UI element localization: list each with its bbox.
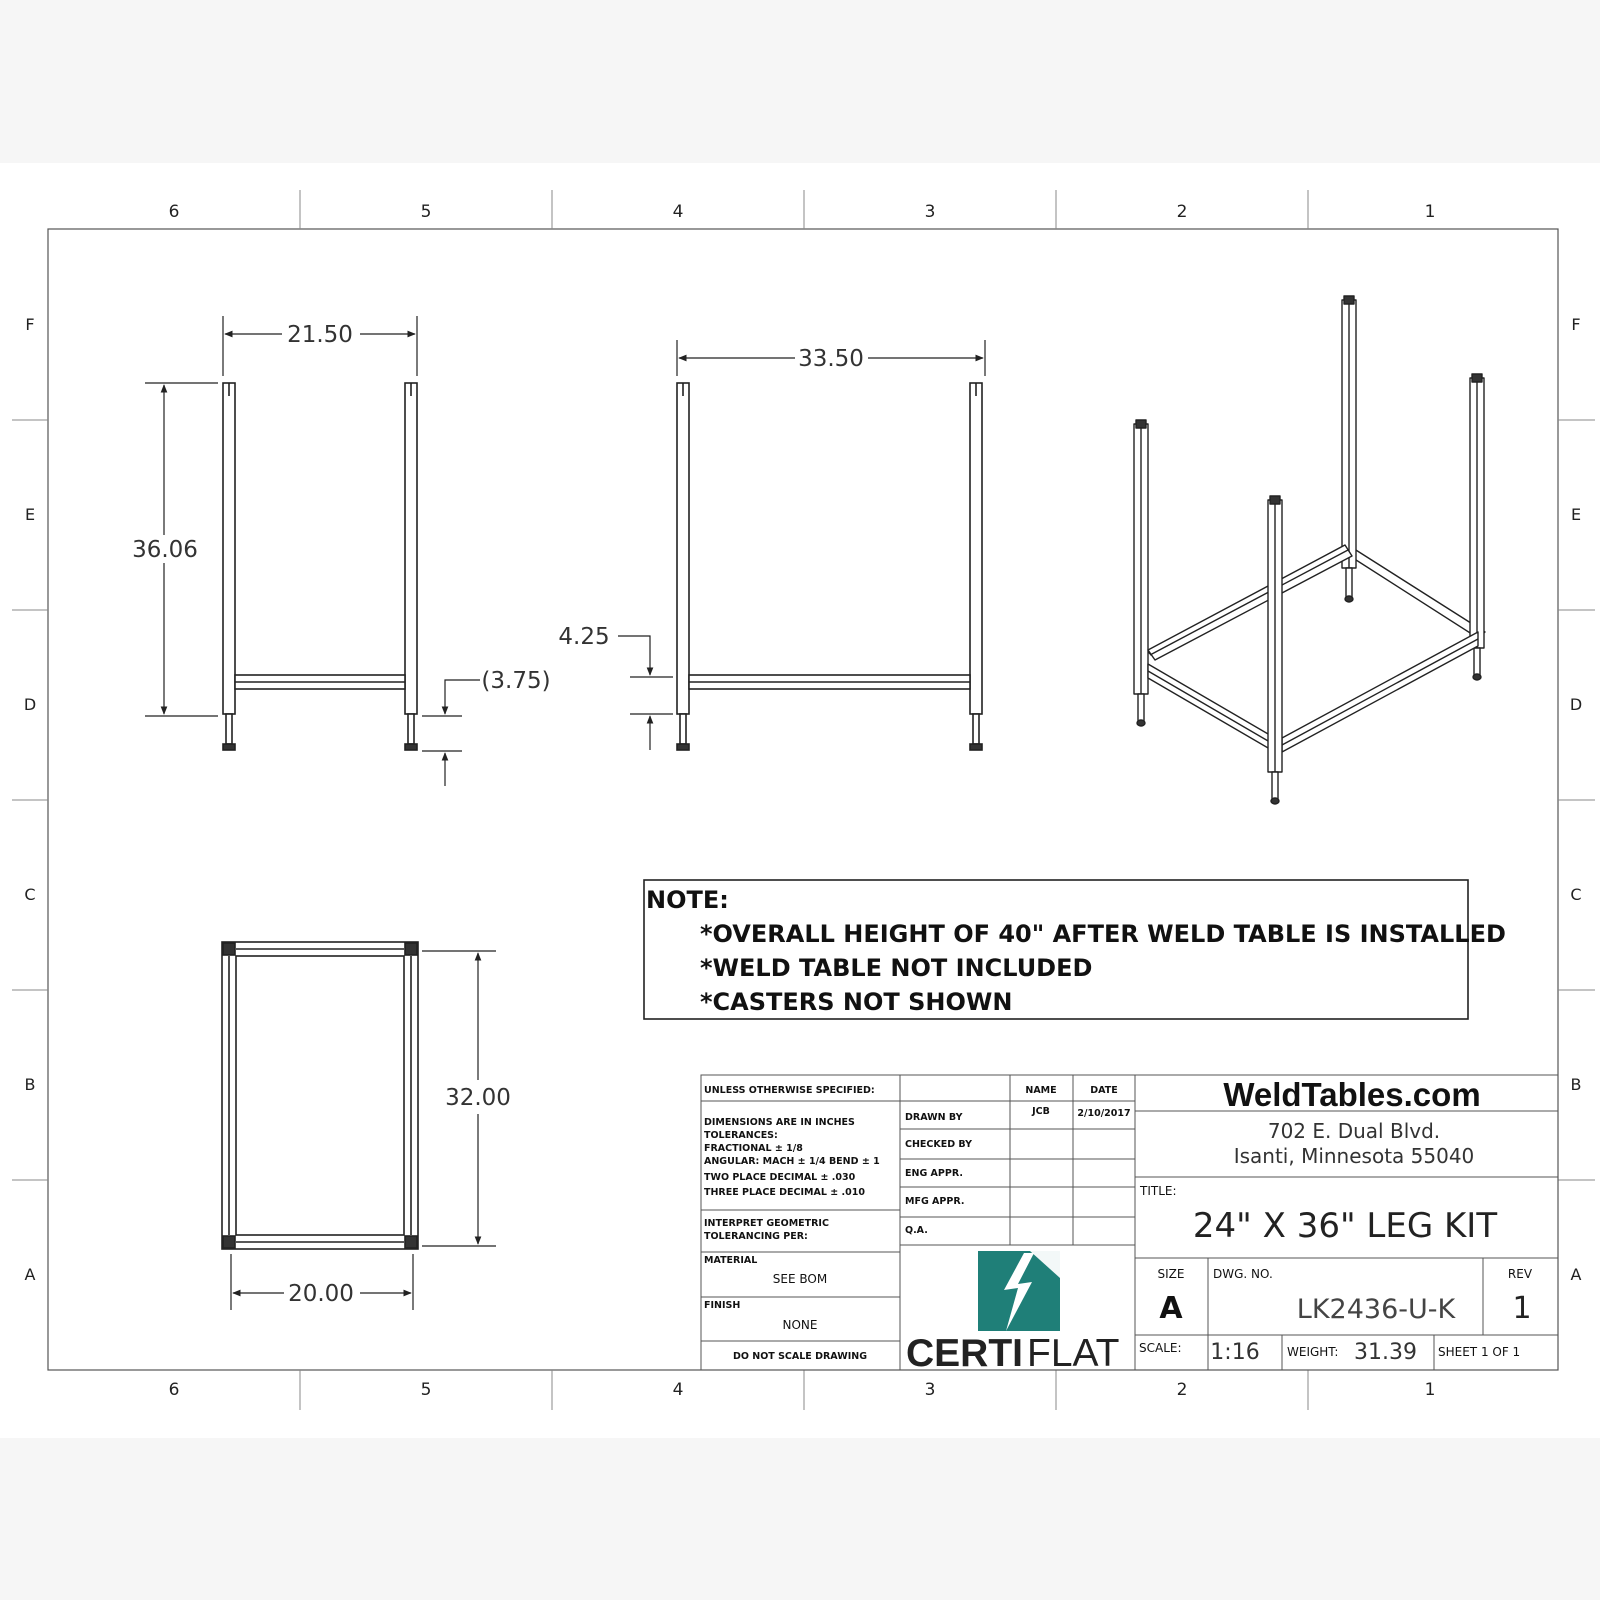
row-label-left-5: B	[24, 1075, 36, 1094]
dwg-number: LK2436-U-K	[1296, 1294, 1456, 1325]
scale-value: 1:16	[1210, 1340, 1260, 1365]
company-address-2: Isanti, Minnesota 55040	[1233, 1144, 1475, 1168]
note-line-1: *OVERALL HEIGHT OF 40" AFTER WELD TABLE IS INSTALLED	[700, 920, 1506, 948]
tb-date-header: DATE	[1090, 1085, 1118, 1096]
col-label-bottom-6: 1	[1424, 1380, 1436, 1400]
row-label-right-3: D	[1569, 695, 1583, 714]
front-leg-left	[677, 383, 689, 714]
dim-foot: (3.75)	[481, 668, 551, 694]
tb-finish-value: NONE	[782, 1318, 818, 1332]
note-heading: NOTE:	[646, 886, 729, 914]
dim-side-width: 21.50	[287, 322, 353, 348]
col-label-bottom-2: 5	[420, 1380, 432, 1400]
dim-top-width: 20.00	[288, 1281, 354, 1307]
top-view	[222, 942, 418, 1249]
tb-material-label: MATERIAL	[704, 1255, 758, 1266]
row-label-right-1: F	[1571, 315, 1581, 334]
row-label-left-3: D	[23, 695, 37, 714]
row-label-left-1: F	[25, 315, 35, 334]
front-view	[677, 383, 982, 750]
tb-checked-by: CHECKED BY	[905, 1139, 973, 1150]
tb-unless: UNLESS OTHERWISE SPECIFIED:	[704, 1085, 875, 1096]
note-line-3: *CASTERS NOT SHOWN	[700, 988, 1013, 1016]
row-label-right-2: E	[1570, 505, 1582, 524]
tb-material-value: SEE BOM	[772, 1272, 828, 1286]
company-name: WeldTables.com	[1223, 1076, 1481, 1113]
dim-front-width: 33.50	[798, 346, 864, 372]
col-label-top-1: 6	[168, 202, 180, 222]
row-label-right-4: C	[1570, 885, 1582, 904]
sheet-number: SHEET 1 OF 1	[1438, 1345, 1521, 1359]
dwg-label: DWG. NO.	[1213, 1267, 1273, 1281]
tb-name-header: NAME	[1025, 1085, 1057, 1096]
tb-tol-3: FRACTIONAL ± 1/8	[704, 1143, 803, 1154]
side-leg-left	[223, 383, 235, 714]
tb-tol-4: ANGULAR: MACH ± 1/4 BEND ± 1	[704, 1156, 880, 1167]
tb-eng-appr: ENG APPR.	[905, 1168, 963, 1179]
rev-value: 1	[1512, 1291, 1532, 1326]
tb-tol-2: TOLERANCES:	[704, 1130, 778, 1141]
row-label-right-5: B	[1570, 1075, 1582, 1094]
side-leg-right	[405, 383, 417, 714]
row-label-right-6: A	[1570, 1265, 1582, 1284]
certiflat-logo	[906, 1251, 1119, 1375]
col-label-top-4: 3	[924, 202, 936, 222]
tb-do-not-scale: DO NOT SCALE DRAWING	[733, 1351, 867, 1362]
size-value: A	[1159, 1291, 1183, 1326]
note-line-2: *WELD TABLE NOT INCLUDED	[700, 954, 1093, 982]
col-label-top-3: 4	[672, 202, 684, 222]
col-label-bottom-5: 2	[1176, 1380, 1188, 1400]
col-label-bottom-4: 3	[924, 1380, 936, 1400]
isometric-view	[1134, 296, 1485, 804]
size-label: SIZE	[1157, 1267, 1185, 1281]
weight-label: WEIGHT:	[1287, 1345, 1339, 1359]
front-leg-right	[970, 383, 982, 714]
tb-finish-label: FINISH	[704, 1300, 741, 1311]
tb-drawn-by: DRAWN BY	[905, 1112, 963, 1123]
tb-mfg-appr: MFG APPR.	[905, 1196, 965, 1207]
col-label-top-6: 1	[1424, 202, 1436, 222]
row-label-left-4: C	[24, 885, 36, 904]
tb-tol-1: DIMENSIONS ARE IN INCHES	[704, 1117, 855, 1128]
tb-geo-2: TOLERANCING PER:	[704, 1231, 808, 1242]
col-label-bottom-1: 6	[168, 1380, 180, 1400]
top-frame-inner	[236, 956, 404, 1235]
row-label-left-6: A	[24, 1265, 36, 1284]
dim-side-height: 36.06	[132, 537, 198, 563]
tb-geo-1: INTERPRET GEOMETRIC	[704, 1218, 829, 1229]
tb-tol-6: THREE PLACE DECIMAL ± .010	[704, 1187, 865, 1198]
tb-drawn-date: 2/10/2017	[1077, 1108, 1131, 1119]
dim-top-depth: 32.00	[445, 1085, 511, 1111]
logo-text-bold: CERTI	[906, 1332, 1023, 1375]
scale-label: SCALE:	[1139, 1341, 1182, 1355]
drawing-title: 24" X 36" LEG KIT	[1192, 1206, 1498, 1246]
rev-label: REV	[1507, 1267, 1533, 1281]
col-label-top-2: 5	[420, 202, 432, 222]
side-view	[223, 383, 417, 750]
row-label-left-2: E	[24, 505, 36, 524]
col-label-bottom-3: 4	[672, 1380, 684, 1400]
company-address-1: 702 E. Dual Blvd.	[1267, 1119, 1441, 1143]
tb-drawn-name: JCB	[1032, 1106, 1050, 1117]
tb-tol-5: TWO PLACE DECIMAL ± .030	[704, 1172, 856, 1183]
col-label-top-5: 2	[1176, 202, 1188, 222]
dim-rail-height: 4.25	[558, 624, 610, 650]
weight-value: 31.39	[1354, 1340, 1417, 1365]
title-label: TITLE:	[1140, 1184, 1177, 1198]
logo-text-light: FLAT	[1027, 1332, 1120, 1375]
tb-qa: Q.A.	[905, 1225, 928, 1236]
